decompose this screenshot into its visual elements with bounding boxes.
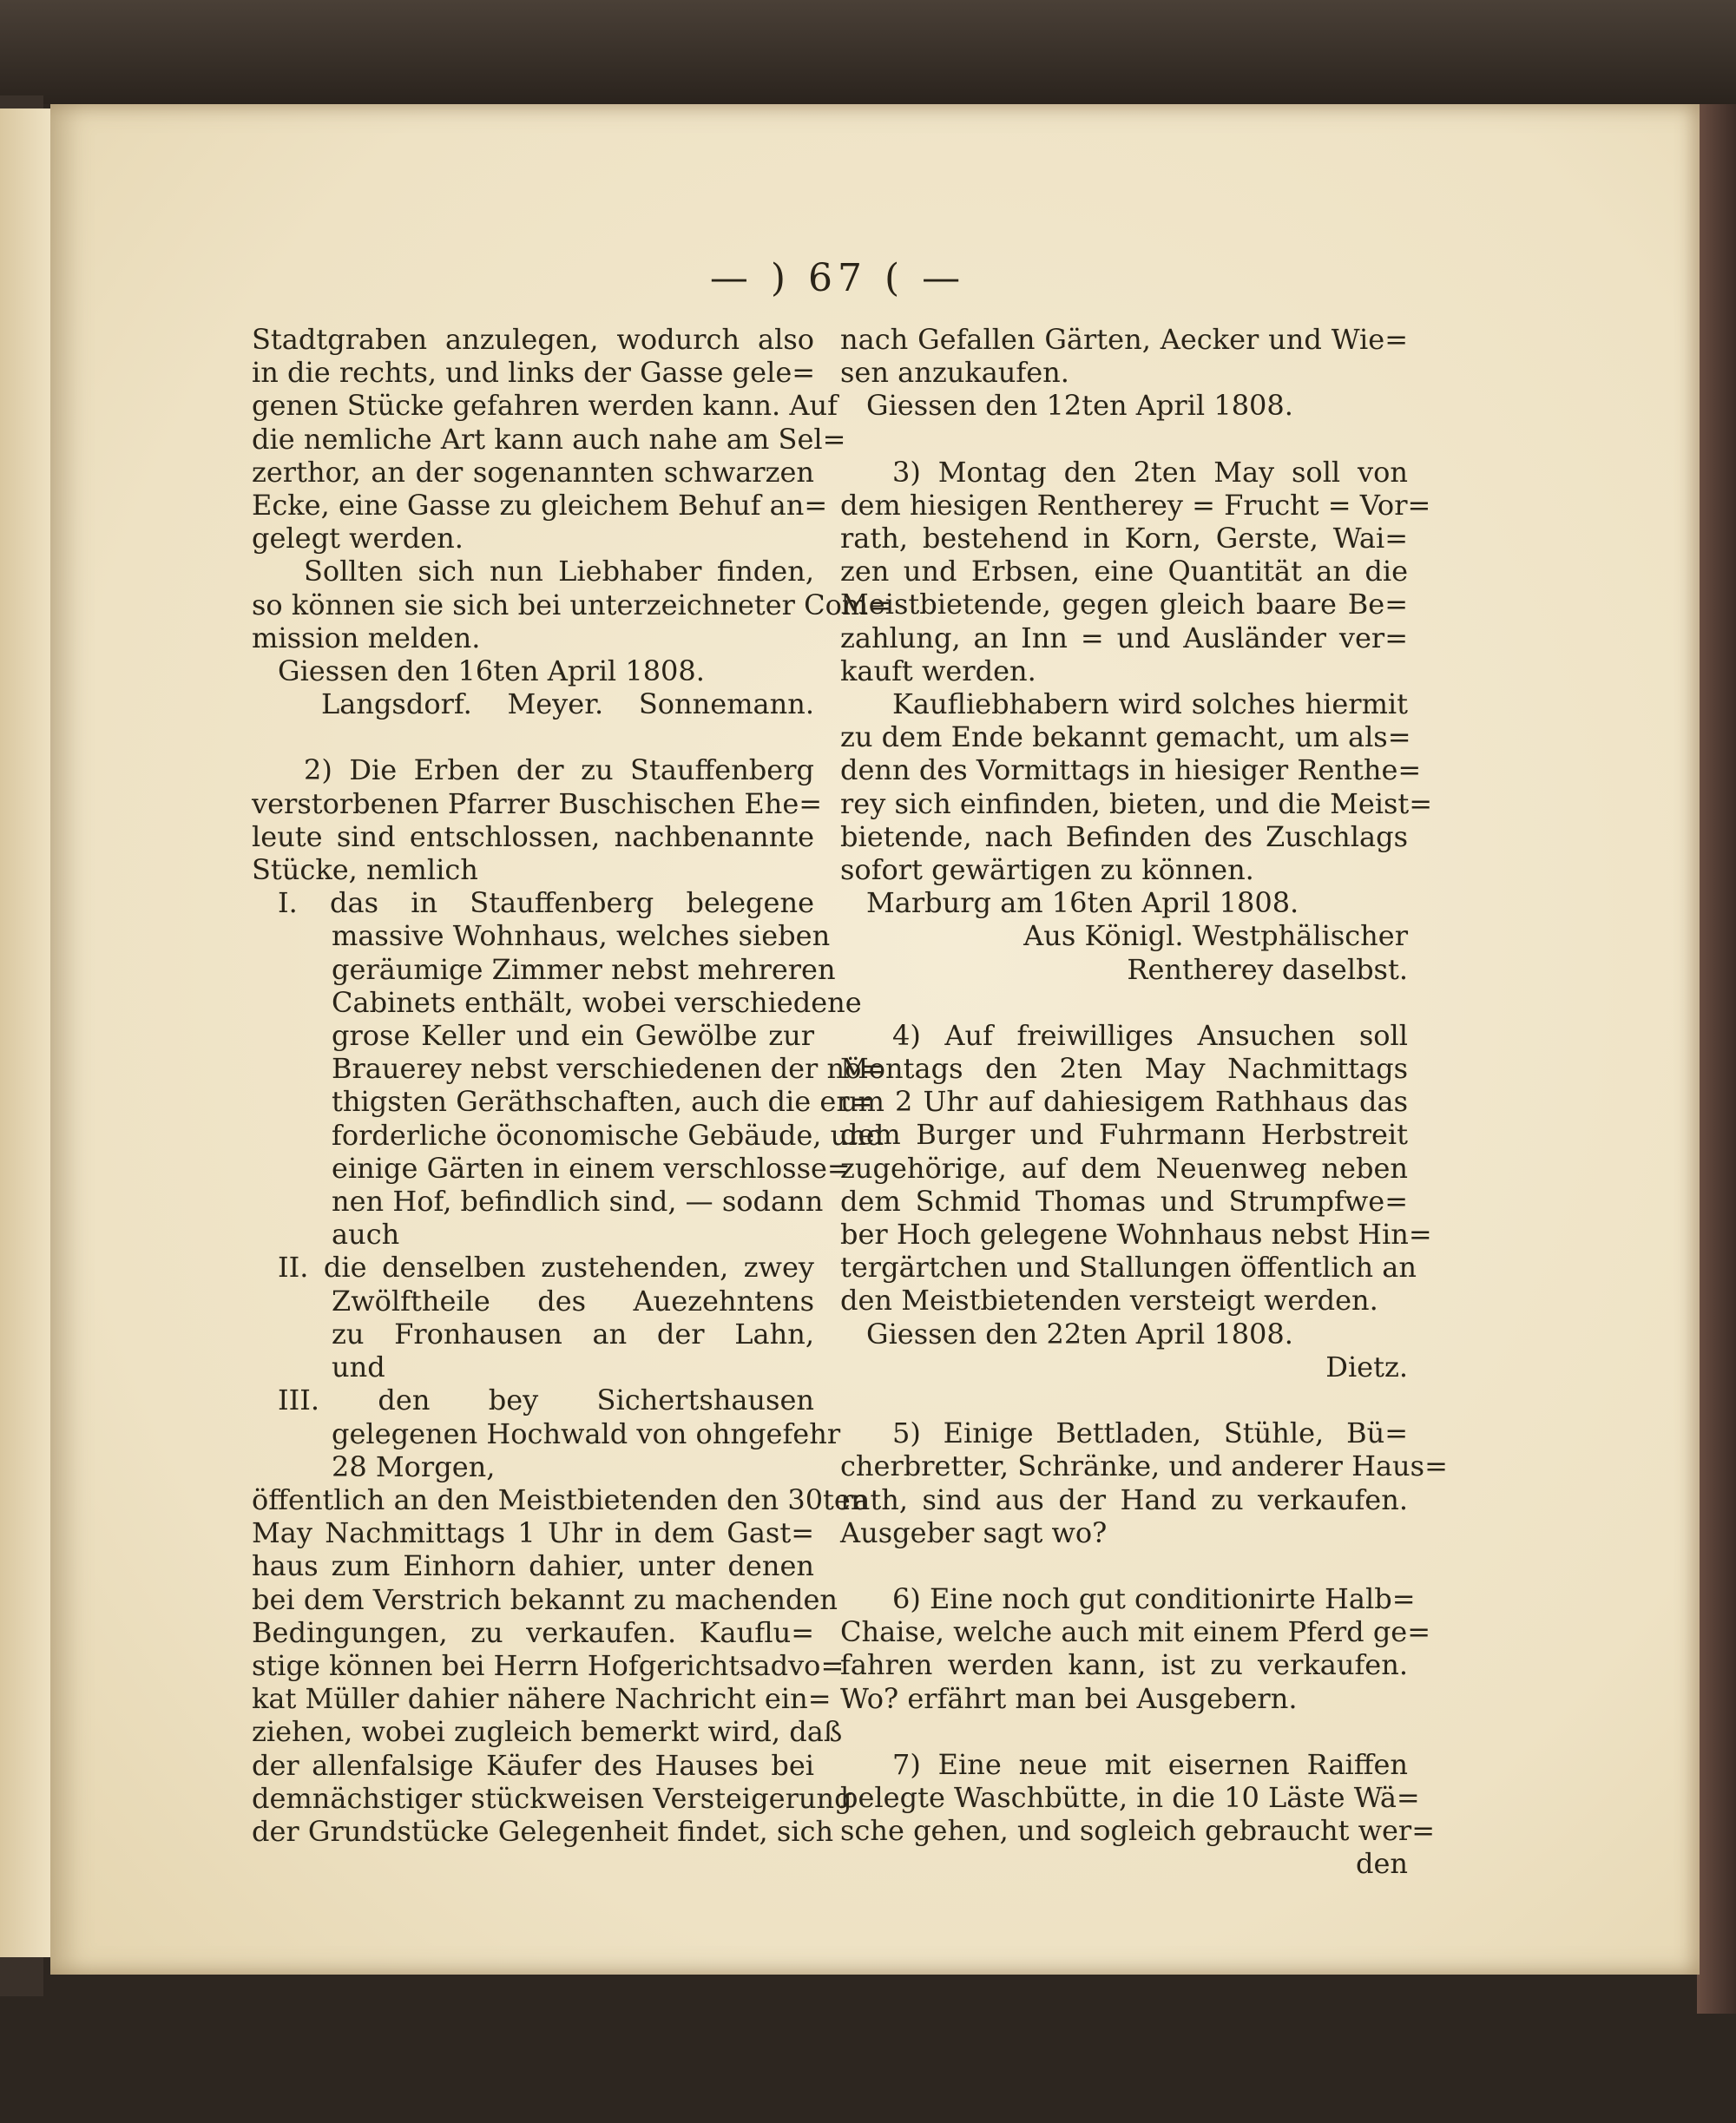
- text-line: haus zum Einhorn dahier, unter denen: [252, 1549, 814, 1583]
- text-line: rath, bestehend in Korn, Gerste, Wai=: [840, 522, 1408, 555]
- text-line: auch: [332, 1218, 400, 1252]
- spacer: [252, 720, 814, 753]
- text-line: kat Müller dahier nähere Nachricht ein=: [252, 1682, 832, 1716]
- text-line: dem Burger und Fuhrmann Herbstreit: [840, 1118, 1408, 1152]
- text-line: Meistbietende, gegen gleich baare Be=: [840, 588, 1408, 621]
- text-line: Zwölftheile des Auezehntens: [332, 1284, 814, 1318]
- text-line: die nemliche Art kann auch nahe am Sel=: [252, 422, 846, 456]
- right-column: [840, 323, 1448, 1881]
- text-line: sofort gewärtigen zu können.: [840, 853, 1254, 887]
- catchword: den: [1355, 1847, 1408, 1881]
- text-line: Kaufliebhabern wird solches hiermit: [892, 687, 1408, 721]
- text-line: nach Gefallen Gärten, Aecker und Wie=: [840, 323, 1408, 356]
- text-line: demnächstiger stückweisen Versteigerung: [252, 1781, 852, 1815]
- text-line: sche gehen, und sogleich gebraucht wer=: [840, 1814, 1436, 1848]
- text-line: Bedingungen, zu verkaufen. Kauflu=: [252, 1615, 814, 1649]
- list-item: III. den bey Sichertshausen: [278, 1384, 814, 1417]
- text-line: so können sie sich bei unterzeichneter Com=: [252, 588, 891, 621]
- text-line: ber Hoch gelegene Wohnhaus nebst Hin=: [840, 1218, 1432, 1252]
- text-line: bei dem Verstrich bekannt zu machenden: [252, 1582, 838, 1616]
- text-line: zu dem Ende bekannt gemacht, um als=: [840, 720, 1411, 754]
- text-line: grose Keller und ein Gewölbe zur: [332, 1019, 814, 1053]
- scan-background: [0, 0, 1736, 104]
- list-item: II. die denselben zustehenden, zwey: [278, 1251, 814, 1285]
- text-line: zu Fronhausen an der Lahn,: [332, 1317, 814, 1351]
- text-line: 5) Einige Bettladen, Stühle, Bü=: [892, 1416, 1408, 1450]
- text-line: Ausgeber sagt wo?: [840, 1515, 1108, 1549]
- text-line: der allenfalsige Käufer des Hauses bei: [252, 1748, 814, 1782]
- list-item: I. das in Stauffenberg belegene: [278, 886, 814, 920]
- text-line: der Grundstücke Gelegenheit findet, sich: [252, 1814, 834, 1848]
- text-line: dem Schmid Thomas und Strumpfwe=: [840, 1184, 1408, 1218]
- text-line: belegte Waschbütte, in die 10 Läste Wä=: [840, 1780, 1420, 1814]
- text-line: zugehörige, auf dem Neuenweg neben: [840, 1151, 1408, 1185]
- dateline: Marburg am 16ten April 1808.: [866, 886, 1299, 920]
- text-line: denn des Vormittags in hiesiger Renthe=: [840, 753, 1422, 787]
- spacer: [840, 986, 1408, 1019]
- text-line: massive Wohnhaus, welches sieben: [332, 919, 831, 953]
- signature-line: Dietz.: [1325, 1350, 1408, 1384]
- text-line: zahlung, an Inn = und Ausländer ver=: [840, 621, 1408, 654]
- text-line: um 2 Uhr auf dahiesigem Rathhaus das: [840, 1085, 1408, 1119]
- text-line: forderliche öconomische Gebäude, und: [332, 1118, 884, 1152]
- spacer: [840, 1549, 1408, 1582]
- text-line: zerthor, an der sogenannten schwarzen: [252, 455, 814, 489]
- text-line: bietende, nach Befinden des Zuschlags: [840, 819, 1408, 853]
- text-line: 4) Auf freiwilliges Ansuchen soll: [892, 1018, 1408, 1052]
- text-line: gelegt werden.: [252, 522, 464, 555]
- text-line: Ecke, eine Gasse zu gleichem Behuf an=: [252, 489, 828, 523]
- spacer: [840, 423, 1408, 456]
- spacer: [840, 1715, 1408, 1748]
- text-line: nen Hof, befindlich sind, — sodann: [332, 1185, 824, 1219]
- text-line: einige Gärten in einem verschlosse=: [332, 1151, 851, 1185]
- text-line: Montags den 2ten May Nachmittags: [840, 1052, 1408, 1086]
- text-line: Chaise, welche auch mit einem Pferd ge=: [840, 1615, 1431, 1649]
- spacer: [840, 1384, 1408, 1416]
- text-line: Stadtgraben anzulegen, wodurch also: [252, 323, 814, 356]
- page-number: — ) 67 ( —: [709, 256, 966, 300]
- text-line: genen Stücke gefahren werden kann. Auf: [252, 389, 838, 423]
- left-column: [252, 323, 891, 1848]
- text-line: leute sind entschlossen, nachbenannte: [252, 819, 814, 853]
- text-line: fahren werden kann, ist zu verkaufen.: [840, 1648, 1408, 1682]
- text-line: mission melden.: [252, 621, 481, 654]
- text-line: 6) Eine noch gut conditionirte Halb=: [892, 1581, 1416, 1615]
- text-line: gelegenen Hochwald von ohngefehr: [332, 1416, 841, 1450]
- text-line: zen und Erbsen, eine Quantität an die: [840, 555, 1408, 588]
- text-line: Sollten sich nun Liebhaber finden,: [304, 555, 814, 588]
- signature-line: Aus Königl. Westphälischer: [1023, 919, 1408, 953]
- text-line: 7) Eine neue mit eisernen Raiffen: [892, 1747, 1408, 1781]
- dateline: Giessen den 12ten April 1808.: [866, 389, 1293, 423]
- text-line: May Nachmittags 1 Uhr in dem Gast=: [252, 1516, 814, 1550]
- facing-page-edge: [0, 108, 54, 1957]
- text-line: öffentlich an den Meistbietenden den 30ten: [252, 1482, 869, 1516]
- text-line: Wo? erfährt man bei Ausgebern.: [840, 1681, 1298, 1715]
- dateline: Giessen den 16ten April 1808.: [278, 654, 705, 688]
- text-line: sen anzukaufen.: [840, 356, 1069, 390]
- text-line: stige können bei Herrn Hofgerichtsadvo=: [252, 1648, 845, 1682]
- text-line: geräumige Zimmer nebst mehreren: [332, 952, 836, 986]
- text-line: den Meistbietenden versteigt werden.: [840, 1284, 1378, 1318]
- text-line: 28 Morgen,: [332, 1449, 496, 1483]
- text-line: dem hiesigen Rentherey = Frucht = Vor=: [840, 488, 1431, 522]
- text-line: 2) Die Erben der zu Stauffenberg: [304, 753, 814, 787]
- text-line: Stücke, nemlich: [252, 853, 478, 887]
- text-line: verstorbenen Pfarrer Buschischen Ehe=: [252, 786, 823, 820]
- text-line: rey sich einfinden, bieten, und die Meist=: [840, 786, 1433, 820]
- text-line: Brauerey nebst verschiedenen der nö=: [332, 1052, 885, 1086]
- text-line: Cabinets enthält, wobei verschiedene: [332, 985, 862, 1019]
- signature-line: Rentherey daselbst.: [1127, 952, 1408, 986]
- text-line: cherbretter, Schränke, und anderer Haus=: [840, 1449, 1448, 1483]
- text-line: in die rechts, und links der Gasse gele=: [252, 356, 816, 390]
- text-line: ziehen, wobei zugleich bemerkt wird, daß: [252, 1715, 843, 1749]
- text-line: kauft werden.: [840, 654, 1036, 687]
- text-line: 3) Montag den 2ten May soll von: [892, 455, 1408, 489]
- text-line: rath, sind aus der Hand zu verkaufen.: [840, 1482, 1408, 1516]
- book-binding-right: [1697, 104, 1736, 2014]
- text-line: tergärtchen und Stallungen öffentlich an: [840, 1251, 1417, 1285]
- text-line: thigsten Geräthschaften, auch die er=: [332, 1085, 873, 1119]
- text-line: und: [332, 1351, 385, 1384]
- signature-line: Langsdorf. Meyer. Sonnemann.: [321, 687, 814, 721]
- dateline: Giessen den 22ten April 1808.: [866, 1317, 1293, 1351]
